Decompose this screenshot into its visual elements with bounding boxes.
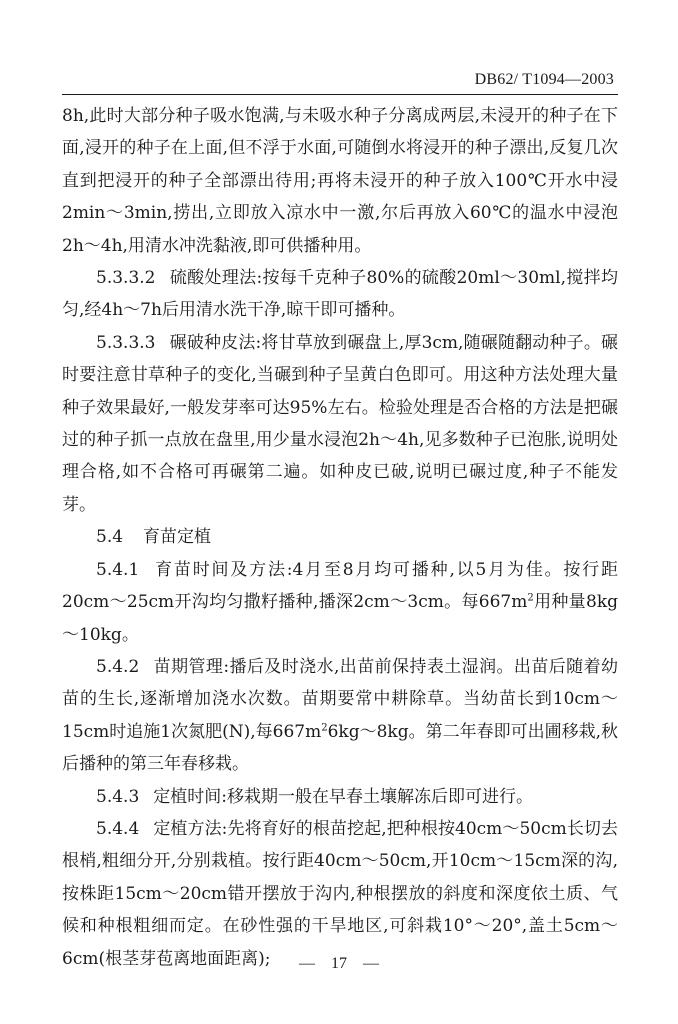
clause-number: 5.3.3.3 xyxy=(96,332,156,353)
paragraph-5-4-2 xyxy=(62,651,618,781)
page-footer xyxy=(0,955,678,973)
standard-code: DB62/ T1094—2003 xyxy=(474,71,614,88)
document-body xyxy=(62,100,618,975)
paragraph-text-after: 6kg～8kg。第二年春即可出圃移栽,秋后播种的第三年春移栽。 xyxy=(62,721,619,775)
paragraph-text: 定植时间:移栽期一般在早春土壤解冻后即可进行。 xyxy=(153,786,533,807)
section-title: 育苗定植 xyxy=(143,527,212,548)
clause-number: 5.4.4 xyxy=(96,818,140,839)
footer-dash-left: — xyxy=(299,955,315,972)
clause-number: 5.4.1 xyxy=(96,559,140,580)
paragraph-text: 苗期管理:播后及时浇水,出苗前保持表土湿润。出苗后随着幼苗的生长,逐渐增加浇水次数。苗期要常中耕除草。当幼苗长到10cm～15cm时追施1次氮肥(N),每667m xyxy=(62,656,618,742)
paragraph-text: 育苗时间及方法:4月至8月均可播种,以5月为佳。按行距20cm～25cm开沟均匀撒籽播种,播深2cm～3cm。每667m xyxy=(62,559,618,613)
paragraph-5-4-3 xyxy=(62,781,618,813)
footer-dash-right: — xyxy=(363,955,379,972)
section-heading-5-4 xyxy=(62,521,618,553)
clause-number: 5.4.3 xyxy=(96,786,140,807)
paragraph-text: 碾破种皮法:将甘草放到碾盘上,厚3cm,随碾随翻动种子。碾时要注意甘草种子的变化,当碾到种子呈黄白色即可。用这种方法处理大量种子效果最好,一般发芽率可达95%左右。检验处理是否合格的方法是把碾过的种子抓一点放在盘里,用少量水浸泡2h～4h,见多数种子已泡胀,说明处理合格,如不合格可再碾第二遍。如种皮已破,说明已碾过度,种子不能发芽。 xyxy=(62,332,618,515)
paragraph-text: 硫酸处理法:按每千克种子80%的硫酸20ml～30ml,搅拌均匀,经4h～7h后用清水洗干净,晾干即可播种。 xyxy=(62,268,618,321)
superscript: 2 xyxy=(527,592,534,604)
paragraph-5-4-1 xyxy=(62,554,618,651)
paragraph-5-3-3-2 xyxy=(62,262,618,327)
clause-number: 5.3.3.2 xyxy=(96,268,156,289)
paragraph-text: 8h,此时大部分种子吸水饱满,与未吸水种子分离成两层,未浸开的种子在下面,浸开的种子在上面,但不浮于水面,可随倒水将浸开的种子漂出,反复几次直到把浸开的种子全部漂出待用;再将未浸开的种子放入100℃开水中浸2min～3min,捞出,立即放入凉水中一激,尔后再放入60℃的温水中浸泡2h～4h,用清水冲洗黏液,即可供播种用。 xyxy=(62,106,618,256)
clause-number: 5.4 xyxy=(96,527,124,548)
paragraph-text-after: 用种量8kg～10kg。 xyxy=(62,592,618,645)
header-rule xyxy=(62,94,618,95)
page-number: 17 xyxy=(331,955,347,972)
clause-number: 5.4.2 xyxy=(96,656,140,677)
paragraph-text: 定植方法:先将育好的根苗挖起,把种根按40cm～50cm长切去根梢,粗细分开,分别栽植。按行距40cm～50cm,开10cm～15cm深的沟,按株距15cm～20cm错开摆放于沟内,种根摆放的斜度和深度依土质、气候和种根粗细而定。在砂性强的干旱地区,可斜栽10°～20°,盖土5cm～6cm(根茎芽苞离地面距离); xyxy=(62,818,618,969)
superscript: 2 xyxy=(321,722,328,734)
paragraph-continuation xyxy=(62,100,618,262)
paragraph-5-4-4 xyxy=(62,813,618,975)
paragraph-5-3-3-3 xyxy=(62,327,618,521)
